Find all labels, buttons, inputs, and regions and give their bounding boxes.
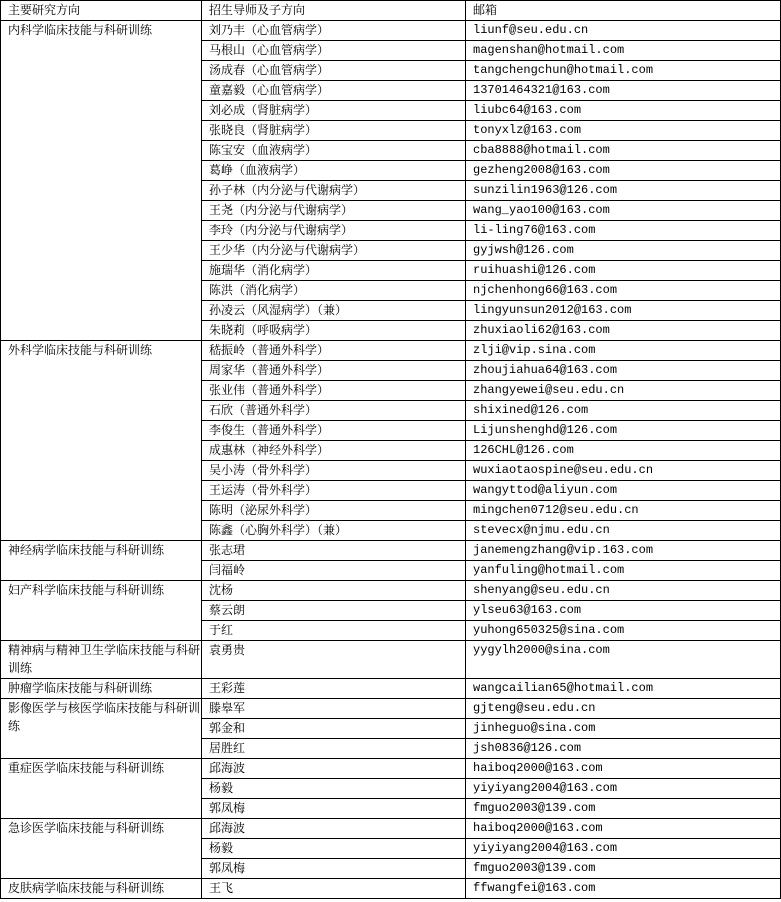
advisor-cell: 杨毅 [202,779,466,799]
email-cell: zhoujiahua64@163.com [466,361,781,381]
advisor-cell: 蔡云朗 [202,601,466,621]
advisor-cell: 张业伟（普通外科学） [202,381,466,401]
advisor-cell: 汤成春（心血管病学） [202,61,466,81]
email-cell: lingyunsun2012@163.com [466,301,781,321]
email-cell: jinheguo@sina.com [466,719,781,739]
advisor-cell: 马根山（心血管病学） [202,41,466,61]
advisor-cell: 葛峥（血液病学） [202,161,466,181]
table-row [1,341,781,361]
advisor-cell: 孙凌云（风湿病学）（兼） [202,301,466,321]
email-cell: ylseu63@163.com [466,601,781,621]
advisor-cell: 陈宝安（血液病学） [202,141,466,161]
email-cell: shixined@126.com [466,401,781,421]
email-cell: tangchengchun@hotmail.com [466,61,781,81]
advisor-cell: 王少华（内分泌与代谢病学） [202,241,466,261]
research-direction-cell: 精神病与精神卫生学临床技能与科研训练 [1,641,202,679]
email-cell: yuhong650325@sina.com [466,621,781,641]
advisor-cell: 吴小涛（骨外科学） [202,461,466,481]
table-row [1,699,781,719]
advisor-cell: 嵇振岭（普通外科学） [202,341,466,361]
advisor-cell: 滕皋军 [202,699,466,719]
email-cell: fmguo2003@139.com [466,799,781,819]
advisor-cell: 朱晓莉（呼吸病学） [202,321,466,341]
email-cell: ffwangfei@163.com [466,879,781,899]
advisor-cell: 陈鑫（心胸外科学）（兼） [202,521,466,541]
email-cell: sunzilin1963@126.com [466,181,781,201]
research-direction-cell: 内科学临床技能与科研训练 [1,21,202,341]
email-cell: gjteng@seu.edu.cn [466,699,781,719]
table-row [1,679,781,699]
email-cell: yiyiyang2004@163.com [466,779,781,799]
email-cell: yygylh2000@sina.com [466,641,781,679]
email-cell: wangcailian65@hotmail.com [466,679,781,699]
email-cell: haiboq2000@163.com [466,759,781,779]
email-cell: liunf@seu.edu.cn [466,21,781,41]
advisor-cell: 王运涛（骨外科学） [202,481,466,501]
advisor-cell: 王尧（内分泌与代谢病学） [202,201,466,221]
email-cell: jsh0836@126.com [466,739,781,759]
research-direction-cell: 影像医学与核医学临床技能与科研训练 [1,699,202,759]
advisor-cell: 袁勇贵 [202,641,466,679]
email-cell: 126CHL@126.com [466,441,781,461]
email-cell: yanfuling@hotmail.com [466,561,781,581]
email-cell: cba8888@hotmail.com [466,141,781,161]
advisor-cell: 周家华（普通外科学） [202,361,466,381]
email-cell: stevecx@njmu.edu.cn [466,521,781,541]
table-row [1,541,781,561]
research-direction-cell: 神经病学临床技能与科研训练 [1,541,202,581]
table-row [1,21,781,41]
table-body [1,21,781,899]
email-cell: liubc64@163.com [466,101,781,121]
research-direction-cell: 外科学临床技能与科研训练 [1,341,202,541]
email-cell: shenyang@seu.edu.cn [466,581,781,601]
table-row [1,819,781,839]
advisor-cell: 闫福岭 [202,561,466,581]
advisor-cell: 李俊生（普通外科学） [202,421,466,441]
research-direction-cell: 妇产科学临床技能与科研训练 [1,581,202,641]
advisor-cell: 于红 [202,621,466,641]
email-cell: njchenhong66@163.com [466,281,781,301]
advisor-cell: 陈洪（消化病学） [202,281,466,301]
email-cell: 13701464321@163.com [466,81,781,101]
advisor-cell: 刘乃丰（心血管病学） [202,21,466,41]
advisor-cell: 李玲（内分泌与代谢病学） [202,221,466,241]
header-email: 邮箱 [466,1,781,21]
advisor-cell: 刘必成（肾脏病学） [202,101,466,121]
advisor-cell: 郭金和 [202,719,466,739]
email-cell: ruihuashi@126.com [466,261,781,281]
advisor-cell: 杨毅 [202,839,466,859]
advisor-cell: 邱海波 [202,819,466,839]
email-cell: wuxiaotaospine@seu.edu.cn [466,461,781,481]
table-row [1,759,781,779]
email-cell: wang_yao100@163.com [466,201,781,221]
header-row [1,1,781,21]
email-cell: zlji@vip.sina.com [466,341,781,361]
advisor-cell: 邱海波 [202,759,466,779]
email-cell: tonyxlz@163.com [466,121,781,141]
email-cell: zhuxiaoli62@163.com [466,321,781,341]
advisor-cell: 王彩莲 [202,679,466,699]
email-cell: magenshan@hotmail.com [466,41,781,61]
email-cell: wangyttod@aliyun.com [466,481,781,501]
research-direction-cell: 肿瘤学临床技能与科研训练 [1,679,202,699]
advisor-cell: 孙子林（内分泌与代谢病学） [202,181,466,201]
advisor-cell: 郭凤梅 [202,859,466,879]
advisor-cell: 沈杨 [202,581,466,601]
header-direction: 主要研究方向 [1,1,202,21]
email-cell: zhangyewei@seu.edu.cn [466,381,781,401]
email-cell: mingchen0712@seu.edu.cn [466,501,781,521]
research-direction-cell: 重症医学临床技能与科研训练 [1,759,202,819]
email-cell: janemengzhang@vip.163.com [466,541,781,561]
advisor-cell: 施瑞华（消化病学） [202,261,466,281]
advisor-cell: 成惠林（神经外科学） [202,441,466,461]
advisor-cell: 石欣（普通外科学） [202,401,466,421]
table-row [1,879,781,899]
research-direction-cell: 急诊医学临床技能与科研训练 [1,819,202,879]
research-direction-cell: 皮肤病学临床技能与科研训练 [1,879,202,899]
table-row [1,641,781,679]
advisor-cell: 陈明（泌尿外科学） [202,501,466,521]
advisor-cell: 王飞 [202,879,466,899]
email-cell: fmguo2003@139.com [466,859,781,879]
header-advisor: 招生导师及子方向 [202,1,466,21]
email-cell: li-ling76@163.com [466,221,781,241]
email-cell: yiyiyang2004@163.com [466,839,781,859]
email-cell: gezheng2008@163.com [466,161,781,181]
email-cell: gyjwsh@126.com [466,241,781,261]
email-cell: haiboq2000@163.com [466,819,781,839]
table-row [1,581,781,601]
advisor-cell: 居胜红 [202,739,466,759]
advisor-cell: 郭凤梅 [202,799,466,819]
advisor-cell: 童嘉毅（心血管病学） [202,81,466,101]
advisor-cell: 张晓良（肾脏病学） [202,121,466,141]
email-cell: Lijunshenghd@126.com [466,421,781,441]
advisor-cell: 张志珺 [202,541,466,561]
